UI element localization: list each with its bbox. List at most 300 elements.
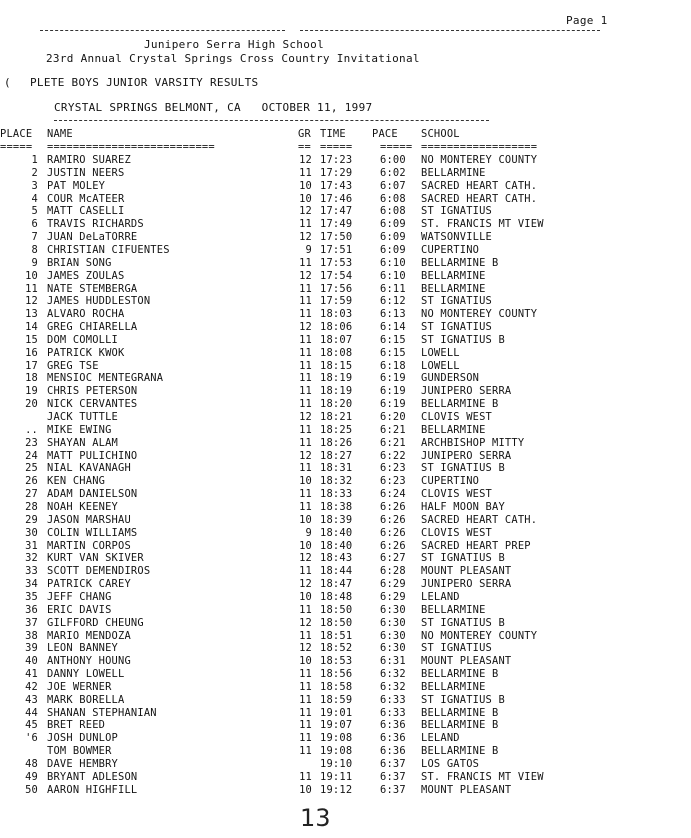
result-time: 18:26 xyxy=(320,436,353,449)
result-school: ST IGNATIUS xyxy=(421,295,493,308)
result-pace: 6:26 xyxy=(380,500,406,513)
result-pace: 6:26 xyxy=(380,513,406,526)
result-place: 11 xyxy=(25,282,38,295)
result-pace: 6:21 xyxy=(380,423,406,436)
result-time: 17:53 xyxy=(320,256,353,269)
result-time: 17:43 xyxy=(320,179,353,192)
result-pace: 6:32 xyxy=(380,668,406,680)
top-rule-left xyxy=(40,30,285,31)
result-school: LELAND xyxy=(421,732,460,745)
result-place: .. xyxy=(25,423,38,436)
result-pace: 6:36 xyxy=(380,745,406,758)
result-pace: 6:30 xyxy=(380,642,406,655)
result-name: JASON MARSHAU xyxy=(47,513,131,526)
result-time: 18:25 xyxy=(320,423,353,436)
result-pace: 6:29 xyxy=(380,590,406,603)
result-time: 18:03 xyxy=(320,308,353,321)
result-pace: 6:24 xyxy=(380,488,406,501)
result-name: RAMIRO SUAREZ xyxy=(47,154,131,166)
result-place: 2 xyxy=(31,166,38,179)
result-place: 4 xyxy=(31,192,38,205)
results-title: PLETE BOYS JUNIOR VARSITY RESULTS xyxy=(30,76,259,89)
result-pace: 6:14 xyxy=(380,321,406,333)
result-pace: 6:15 xyxy=(380,333,406,346)
result-name: MARTIN CORPOS xyxy=(47,539,131,552)
result-name: NICK CERVANTES xyxy=(47,398,138,411)
result-name: NOAH KEENEY xyxy=(47,500,119,513)
result-gr: 11 xyxy=(299,680,312,693)
result-school: ST. FRANCIS MT VIEW xyxy=(421,770,544,783)
result-time: 18:06 xyxy=(320,321,353,333)
result-gr: 10 xyxy=(299,179,312,192)
result-gr: 11 xyxy=(299,218,312,231)
result-place: 18 xyxy=(25,372,38,385)
result-place: 16 xyxy=(25,346,38,359)
result-place: 25 xyxy=(25,462,38,475)
result-time: 18:32 xyxy=(320,475,353,488)
result-pace: 6:28 xyxy=(380,565,406,578)
result-gr: 12 xyxy=(299,642,312,655)
corner-mark: ( xyxy=(4,76,11,89)
result-name: CHRISTIAN CIFUENTES xyxy=(47,243,170,256)
result-place: 13 xyxy=(25,308,38,321)
result-gr: 10 xyxy=(299,590,312,603)
result-school: LOWELL xyxy=(421,346,460,359)
result-school: MOUNT PLEASANT xyxy=(421,655,512,668)
result-time: 19:08 xyxy=(320,745,353,758)
result-place: 48 xyxy=(25,757,38,770)
result-pace: 6:30 xyxy=(380,603,406,616)
result-gr: 12 xyxy=(299,552,312,565)
result-name: JOSH DUNLOP xyxy=(47,732,119,745)
result-pace: 6:26 xyxy=(380,539,406,552)
result-name: MENSIOC MENTEGRANA xyxy=(47,372,164,385)
result-gr: 10 xyxy=(299,655,312,668)
result-time: 19:12 xyxy=(320,783,353,796)
result-place: 31 xyxy=(25,539,38,552)
result-gr: 10 xyxy=(299,513,312,526)
result-place: 15 xyxy=(25,333,38,346)
result-name: SHAYAN ALAM xyxy=(47,436,119,449)
col-pace-rule: ===== xyxy=(380,141,413,153)
result-gr: 11 xyxy=(299,706,312,719)
col-time-rule: ===== xyxy=(320,141,353,153)
result-time: 18:53 xyxy=(320,655,353,668)
result-pace: 6:27 xyxy=(380,552,406,565)
result-time: 18:47 xyxy=(320,578,353,590)
result-name: PATRICK CAREY xyxy=(47,578,131,590)
result-gr: 11 xyxy=(299,346,312,359)
result-pace: 6:00 xyxy=(380,154,406,166)
result-time: 18:40 xyxy=(320,539,353,552)
result-school: NO MONTEREY COUNTY xyxy=(421,154,538,166)
result-gr: 11 xyxy=(299,500,312,513)
result-pace: 6:29 xyxy=(380,578,406,590)
result-name: SCOTT DEMENDIROS xyxy=(47,565,151,578)
location-underline xyxy=(54,120,489,121)
result-time: 18:21 xyxy=(320,411,353,423)
col-place-rule: ===== xyxy=(0,141,33,153)
result-school: BELLARMINE xyxy=(421,423,486,436)
result-time: 17:54 xyxy=(320,269,353,282)
result-school: BELLARMINE B xyxy=(421,398,499,411)
result-place: 6 xyxy=(31,218,38,231)
result-pace: 6:19 xyxy=(380,372,406,385)
result-place: 5 xyxy=(31,205,38,218)
result-gr: 11 xyxy=(299,603,312,616)
result-gr: 11 xyxy=(299,668,312,680)
result-pace: 6:37 xyxy=(380,770,406,783)
result-time: 18:40 xyxy=(320,526,353,539)
result-place: 1 xyxy=(31,154,38,166)
col-pace-header: PACE xyxy=(372,128,398,140)
result-pace: 6:33 xyxy=(380,706,406,719)
result-place: 35 xyxy=(25,590,38,603)
result-gr: 11 xyxy=(299,436,312,449)
result-pace: 6:26 xyxy=(380,526,406,539)
result-time: 17:51 xyxy=(320,243,353,256)
result-name: GREG CHIARELLA xyxy=(47,321,138,333)
col-place-header: PLACE xyxy=(0,128,33,140)
result-place: '6 xyxy=(25,732,38,745)
result-name: MATT PULICHINO xyxy=(47,449,138,462)
result-place: 14 xyxy=(25,321,38,333)
result-time: 18:43 xyxy=(320,552,353,565)
result-name: JEFF CHANG xyxy=(47,590,112,603)
result-time: 18:08 xyxy=(320,346,353,359)
result-gr: 11 xyxy=(299,693,312,706)
result-school: MOUNT PLEASANT xyxy=(421,565,512,578)
result-place: 7 xyxy=(31,231,38,244)
result-place: 23 xyxy=(25,436,38,449)
result-time: 18:58 xyxy=(320,680,353,693)
result-pace: 6:11 xyxy=(380,282,406,295)
result-gr: 11 xyxy=(299,372,312,385)
result-time: 18:38 xyxy=(320,500,353,513)
result-place: 32 xyxy=(25,552,38,565)
result-pace: 6:08 xyxy=(380,205,406,218)
result-place: 44 xyxy=(25,706,38,719)
event-title: 23rd Annual Crystal Springs Cross Country Invitational xyxy=(46,52,420,65)
result-time: 18:56 xyxy=(320,668,353,680)
col-name-header: NAME xyxy=(47,128,73,140)
result-pace: 6:07 xyxy=(380,179,406,192)
result-pace: 6:02 xyxy=(380,166,406,179)
result-school: CLOVIS WEST xyxy=(421,411,493,423)
result-place: 28 xyxy=(25,500,38,513)
result-name: DAVE HEMBRY xyxy=(47,757,119,770)
result-place: 33 xyxy=(25,565,38,578)
result-school: CUPERTINO xyxy=(421,475,480,488)
result-pace: 6:10 xyxy=(380,256,406,269)
result-gr: 11 xyxy=(299,629,312,642)
result-name: ANTHONY HOUNG xyxy=(47,655,131,668)
result-time: 18:50 xyxy=(320,603,353,616)
result-school: NO MONTEREY COUNTY xyxy=(421,629,538,642)
result-name: SHANAN STEPHANIAN xyxy=(47,706,157,719)
result-name: NATE STEMBERGA xyxy=(47,282,138,295)
result-pace: 6:19 xyxy=(380,385,406,398)
result-gr: 10 xyxy=(299,539,312,552)
result-time: 18:20 xyxy=(320,398,353,411)
result-gr: 11 xyxy=(299,770,312,783)
result-school: HALF MOON BAY xyxy=(421,500,505,513)
result-name: MIKE EWING xyxy=(47,423,112,436)
result-time: 18:39 xyxy=(320,513,353,526)
result-time: 18:33 xyxy=(320,488,353,501)
result-pace: 6:36 xyxy=(380,732,406,745)
result-time: 18:51 xyxy=(320,629,353,642)
result-place: 26 xyxy=(25,475,38,488)
result-gr: 12 xyxy=(299,616,312,629)
result-time: 17:50 xyxy=(320,231,353,244)
result-name: COLIN WILLIAMS xyxy=(47,526,138,539)
result-gr: 9 xyxy=(305,243,312,256)
result-pace: 6:15 xyxy=(380,346,406,359)
result-name: MARK BORELLA xyxy=(47,693,125,706)
result-school: BELLARMINE B xyxy=(421,719,499,732)
col-gr-header: GR xyxy=(298,128,311,140)
column-header-row xyxy=(0,128,460,141)
result-school: ST IGNATIUS B xyxy=(421,693,505,706)
result-name: KURT VAN SKIVER xyxy=(47,552,144,565)
result-school: JUNIPERO SERRA xyxy=(421,449,512,462)
result-pace: 6:37 xyxy=(380,757,406,770)
result-gr: 12 xyxy=(299,321,312,333)
result-gr: 11 xyxy=(299,565,312,578)
result-gr: 12 xyxy=(299,269,312,282)
result-place: 10 xyxy=(25,269,38,282)
result-name: CHRIS PETERSON xyxy=(47,385,138,398)
col-gr-rule: == xyxy=(298,141,311,153)
result-pace: 6:10 xyxy=(380,269,406,282)
result-pace: 6:18 xyxy=(380,359,406,372)
result-gr: 11 xyxy=(299,333,312,346)
result-school: LOS GATOS xyxy=(421,757,480,770)
result-school: BELLARMINE B xyxy=(421,745,499,758)
result-name: TOM BOWMER xyxy=(47,745,112,758)
result-school: LOWELL xyxy=(421,359,460,372)
result-gr: 12 xyxy=(299,449,312,462)
result-place: 40 xyxy=(25,655,38,668)
result-place: 30 xyxy=(25,526,38,539)
result-gr: 12 xyxy=(299,578,312,590)
result-gr: 12 xyxy=(299,205,312,218)
result-school: ARCHBISHOP MITTY xyxy=(421,436,525,449)
result-school: ST IGNATIUS B xyxy=(421,462,505,475)
result-place: 29 xyxy=(25,513,38,526)
result-gr: 11 xyxy=(299,256,312,269)
result-school: BELLARMINE B xyxy=(421,256,499,269)
result-name: JUAN DeLaTORRE xyxy=(47,231,138,244)
result-name: JACK TUTTLE xyxy=(47,411,119,423)
result-place: 19 xyxy=(25,385,38,398)
result-school: BELLARMINE B xyxy=(421,668,499,680)
result-pace: 6:09 xyxy=(380,231,406,244)
result-school: BELLARMINE xyxy=(421,269,486,282)
result-place: 36 xyxy=(25,603,38,616)
result-gr: 11 xyxy=(299,719,312,732)
result-time: 18:19 xyxy=(320,385,353,398)
result-name: TRAVIS RICHARDS xyxy=(47,218,144,231)
result-school: NO MONTEREY COUNTY xyxy=(421,308,538,321)
result-gr: 10 xyxy=(299,192,312,205)
result-name: KEN CHANG xyxy=(47,475,106,488)
result-gr: 11 xyxy=(299,166,312,179)
result-pace: 6:12 xyxy=(380,295,406,308)
result-time: 19:10 xyxy=(320,757,353,770)
result-name: MATT CASELLI xyxy=(47,205,125,218)
result-gr: 11 xyxy=(299,308,312,321)
result-name: GREG TSE xyxy=(47,359,99,372)
result-name: LEON BANNEY xyxy=(47,642,119,655)
result-name: NIAL KAVANAGH xyxy=(47,462,131,475)
result-school: SACRED HEART PREP xyxy=(421,539,531,552)
result-name: DANNY LOWELL xyxy=(47,668,125,680)
result-school: JUNIPERO SERRA xyxy=(421,578,512,590)
result-school: CLOVIS WEST xyxy=(421,488,493,501)
col-time-header: TIME xyxy=(320,128,346,140)
result-place: 8 xyxy=(31,243,38,256)
result-time: 17:29 xyxy=(320,166,353,179)
result-school: MOUNT PLEASANT xyxy=(421,783,512,796)
result-place: 39 xyxy=(25,642,38,655)
result-pace: 6:33 xyxy=(380,693,406,706)
result-pace: 6:09 xyxy=(380,243,406,256)
result-pace: 6:21 xyxy=(380,436,406,449)
result-school: ST IGNATIUS xyxy=(421,321,493,333)
result-school: ST IGNATIUS xyxy=(421,205,493,218)
result-name: JUSTIN NEERS xyxy=(47,166,125,179)
result-place: 50 xyxy=(25,783,38,796)
top-rule-right xyxy=(300,30,600,31)
result-time: 19:11 xyxy=(320,770,353,783)
result-school: BELLARMINE xyxy=(421,680,486,693)
result-name: JAMES ZOULAS xyxy=(47,269,125,282)
result-time: 17:56 xyxy=(320,282,353,295)
handwritten-page-number: 13 xyxy=(300,804,331,832)
result-name: ALVARO ROCHA xyxy=(47,308,125,321)
result-place: 49 xyxy=(25,770,38,783)
result-place: 41 xyxy=(25,668,38,680)
result-place: 12 xyxy=(25,295,38,308)
result-gr: 11 xyxy=(299,745,312,758)
result-school: ST IGNATIUS B xyxy=(421,333,505,346)
result-name: BRYANT ADLESON xyxy=(47,770,138,783)
result-place: 37 xyxy=(25,616,38,629)
result-time: 18:50 xyxy=(320,616,353,629)
result-school: BELLARMINE xyxy=(421,166,486,179)
result-name: BRIAN SONG xyxy=(47,256,112,269)
result-school: SACRED HEART CATH. xyxy=(421,192,538,205)
result-time: 17:59 xyxy=(320,295,353,308)
result-gr: 11 xyxy=(299,423,312,436)
result-name: BRET REED xyxy=(47,719,106,732)
result-gr: 12 xyxy=(299,411,312,423)
result-school: BELLARMINE B xyxy=(421,706,499,719)
result-pace: 6:37 xyxy=(380,783,406,796)
result-time: 18:19 xyxy=(320,372,353,385)
result-school: SACRED HEART CATH. xyxy=(421,513,538,526)
result-time: 18:59 xyxy=(320,693,353,706)
result-time: 18:27 xyxy=(320,449,353,462)
col-school-rule: ================== xyxy=(421,141,538,153)
result-pace: 6:09 xyxy=(380,218,406,231)
result-school: ST. FRANCIS MT VIEW xyxy=(421,218,544,231)
result-pace: 6:30 xyxy=(380,629,406,642)
result-school: CUPERTINO xyxy=(421,243,480,256)
col-school-header: SCHOOL xyxy=(421,128,460,140)
result-place: 42 xyxy=(25,680,38,693)
result-time: 18:48 xyxy=(320,590,353,603)
result-school: ST IGNATIUS xyxy=(421,642,493,655)
result-gr: 10 xyxy=(299,475,312,488)
result-name: PAT MOLEY xyxy=(47,179,106,192)
result-name: MARIO MENDOZA xyxy=(47,629,131,642)
result-place: 43 xyxy=(25,693,38,706)
result-time: 19:07 xyxy=(320,719,353,732)
location-date: CRYSTAL SPRINGS BELMONT, CA OCTOBER 11, 1997 xyxy=(54,101,373,114)
result-name: ADAM DANIELSON xyxy=(47,488,138,501)
result-school: BELLARMINE xyxy=(421,282,486,295)
result-pace: 6:32 xyxy=(380,680,406,693)
result-gr: 11 xyxy=(299,359,312,372)
col-name-rule: ========================== xyxy=(47,141,215,153)
column-rule-row xyxy=(0,141,538,154)
result-name: COUR McATEER xyxy=(47,192,125,205)
result-pace: 6:22 xyxy=(380,449,406,462)
result-gr: 11 xyxy=(299,282,312,295)
result-school: CLOVIS WEST xyxy=(421,526,493,539)
result-place: 27 xyxy=(25,488,38,501)
result-place: 45 xyxy=(25,719,38,732)
result-pace: 6:19 xyxy=(380,398,406,411)
result-gr: 11 xyxy=(299,398,312,411)
result-gr: 12 xyxy=(299,154,312,166)
result-pace: 6:23 xyxy=(380,475,406,488)
result-time: 18:15 xyxy=(320,359,353,372)
result-gr: 11 xyxy=(299,385,312,398)
result-pace: 6:08 xyxy=(380,192,406,205)
result-gr: 11 xyxy=(299,295,312,308)
result-time: 17:49 xyxy=(320,218,353,231)
result-name: PATRICK KWOK xyxy=(47,346,125,359)
result-name: DOM COMOLLI xyxy=(47,333,119,346)
result-school: SACRED HEART CATH. xyxy=(421,179,538,192)
result-gr: 11 xyxy=(299,488,312,501)
result-name: ERIC DAVIS xyxy=(47,603,112,616)
result-time: 19:01 xyxy=(320,706,353,719)
result-time: 19:08 xyxy=(320,732,353,745)
result-pace: 6:30 xyxy=(380,616,406,629)
result-gr: 10 xyxy=(299,783,312,796)
result-name: GILFFORD CHEUNG xyxy=(47,616,144,629)
result-place: 24 xyxy=(25,449,38,462)
result-school: WATSONVILLE xyxy=(421,231,493,244)
result-school: ST IGNATIUS B xyxy=(421,552,505,565)
result-school: LELAND xyxy=(421,590,460,603)
result-place: 3 xyxy=(31,179,38,192)
result-pace: 6:20 xyxy=(380,411,406,423)
result-gr: 9 xyxy=(305,526,312,539)
result-gr: 12 xyxy=(299,231,312,244)
result-name: AARON HIGHFILL xyxy=(47,783,138,796)
result-name: JAMES HUDDLESTON xyxy=(47,295,151,308)
result-school: ST IGNATIUS B xyxy=(421,616,505,629)
result-school: JUNIPERO SERRA xyxy=(421,385,512,398)
result-time: 18:52 xyxy=(320,642,353,655)
result-time: 18:31 xyxy=(320,462,353,475)
